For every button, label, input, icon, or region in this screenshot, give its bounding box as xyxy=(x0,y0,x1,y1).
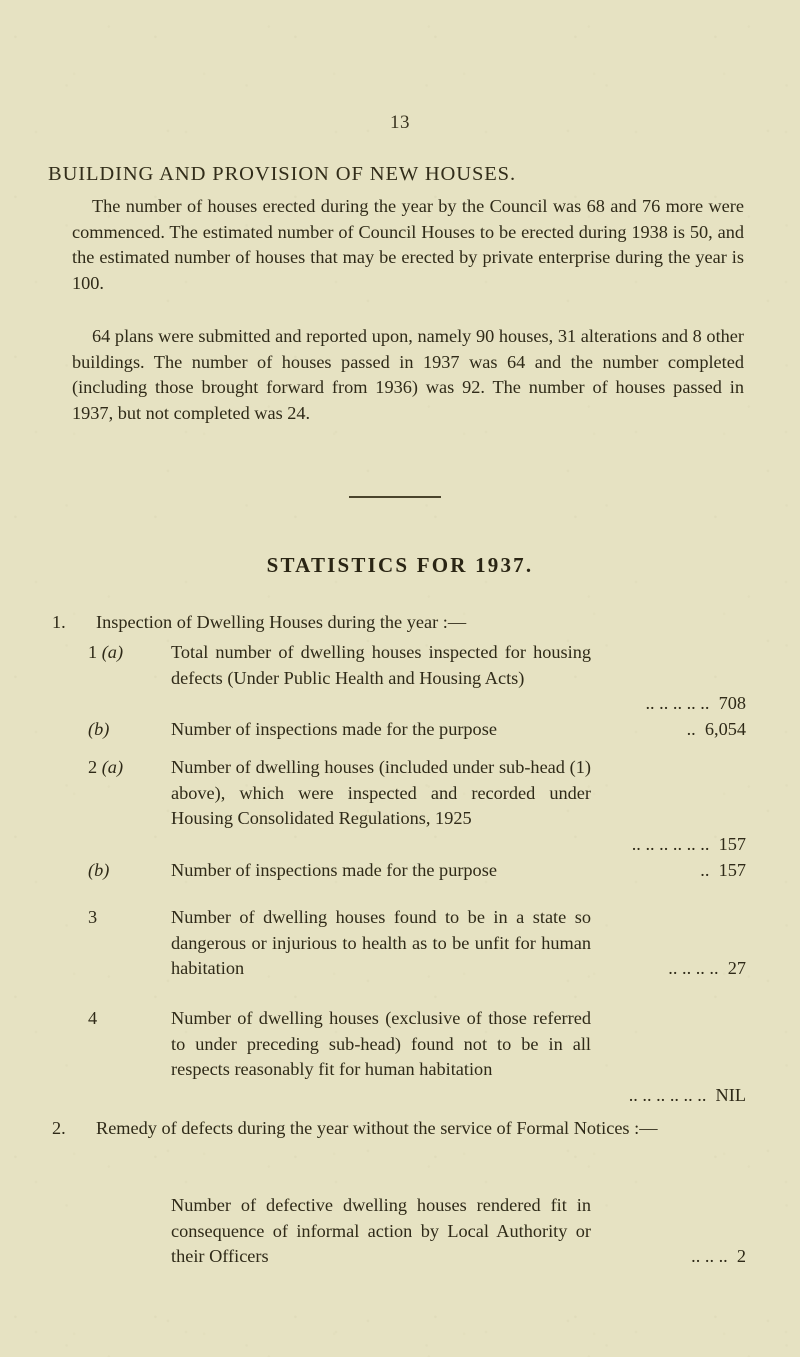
section-divider-rule xyxy=(349,496,441,498)
leader-dots: .. .. .. .. .. .. xyxy=(628,1084,707,1105)
subitem-value-remedy xyxy=(600,1244,746,1270)
leader-dots: .. .. .. .. .. xyxy=(645,693,710,714)
value: 157 xyxy=(718,860,746,880)
subitem-text-4: Number of dwelling houses (exclusive of those referred to under preceding sub-head) found not to be in all respects reasonably fit for human habitation xyxy=(171,1008,591,1080)
subitem-value-1a xyxy=(600,691,746,717)
subitem-index-1b xyxy=(88,717,166,743)
subitem-value-4 xyxy=(600,1083,746,1109)
leader-dots: .. xyxy=(686,719,696,739)
subitem-value-2a xyxy=(600,832,746,858)
paragraph-1: The number of houses erected during the year by the Council was 68 and 76 more were commenced. The estimated number of Council Houses to be erected during 1938 is 50, and the estimated number of houses that may be erected by private enterprise during the year is 100. xyxy=(72,196,744,293)
subitem-number: 2 xyxy=(88,757,98,777)
subitem-index-2a xyxy=(88,755,166,781)
subitem-index-2b xyxy=(88,858,166,884)
subitem-value-3 xyxy=(600,956,746,982)
subitem-index-3: 3 xyxy=(88,907,98,927)
subitem-text-2b: Number of inspections made for the purpose xyxy=(171,860,497,880)
subitem-letter: (a) xyxy=(101,757,124,777)
subitem-text-3: Number of dwelling houses found to be in a state so dangerous or injurious to health as to be unfit for human habitation xyxy=(171,907,591,979)
subitem-text-1b: Number of inspections made for the purpose xyxy=(171,719,497,739)
value: 6,054 xyxy=(704,719,746,739)
value: 708 xyxy=(718,693,746,714)
subitem-text-remedy: Number of defective dwelling houses rendered fit in consequence of informal action by Local Authority or their Officers xyxy=(171,1195,591,1267)
leader-dots: .. xyxy=(700,860,710,880)
list-title-1: Inspection of Dwelling Houses during the year :— xyxy=(96,612,467,632)
value: 2 xyxy=(736,1246,746,1267)
subitem-text-2a: Number of dwelling houses (included under sub-head (1) above), which were inspected and recorded under Housing Consolidated Regulations, 1925 xyxy=(171,757,591,829)
subitem-letter: (b) xyxy=(88,719,110,739)
value: 157 xyxy=(718,833,746,854)
subitem-index-1a xyxy=(88,640,166,666)
value: NIL xyxy=(715,1084,746,1105)
page-title: BUILDING AND PROVISION OF NEW HOUSES. xyxy=(48,163,516,185)
list-number-2: 2. xyxy=(52,1118,66,1138)
subitem-text-1a: Total number of dwelling houses inspected for housing defects (Under Public Health and Housing Acts) xyxy=(171,642,591,688)
subitem-letter: (b) xyxy=(88,860,110,880)
statistics-heading: STATISTICS FOR 1937. xyxy=(266,553,534,577)
subitem-index-4: 4 xyxy=(88,1008,98,1028)
list-title-2: Remedy of defects during the year without the service of Formal Notices :— xyxy=(96,1118,658,1138)
value: 27 xyxy=(727,958,746,979)
page-number: 13 xyxy=(390,112,410,133)
leader-dots: .. .. .. .. xyxy=(668,958,719,979)
leader-dots: .. .. .. .. .. .. xyxy=(631,833,710,854)
leader-dots: .. .. .. xyxy=(691,1246,728,1267)
paragraph-2: 64 plans were submitted and reported upon, namely 90 houses, 31 alterations and 8 other buildings. The number of houses passed in 1937 was 64 and the number completed (including those brought forward from 1936) was 92. The number of houses passed in 1937, but not completed was 24. xyxy=(72,326,744,423)
subitem-number: 1 xyxy=(88,642,98,662)
subitem-value-1b xyxy=(600,717,746,743)
subitem-letter: (a) xyxy=(101,642,124,662)
list-number-1: 1. xyxy=(52,612,66,632)
subitem-value-2b xyxy=(600,858,746,884)
